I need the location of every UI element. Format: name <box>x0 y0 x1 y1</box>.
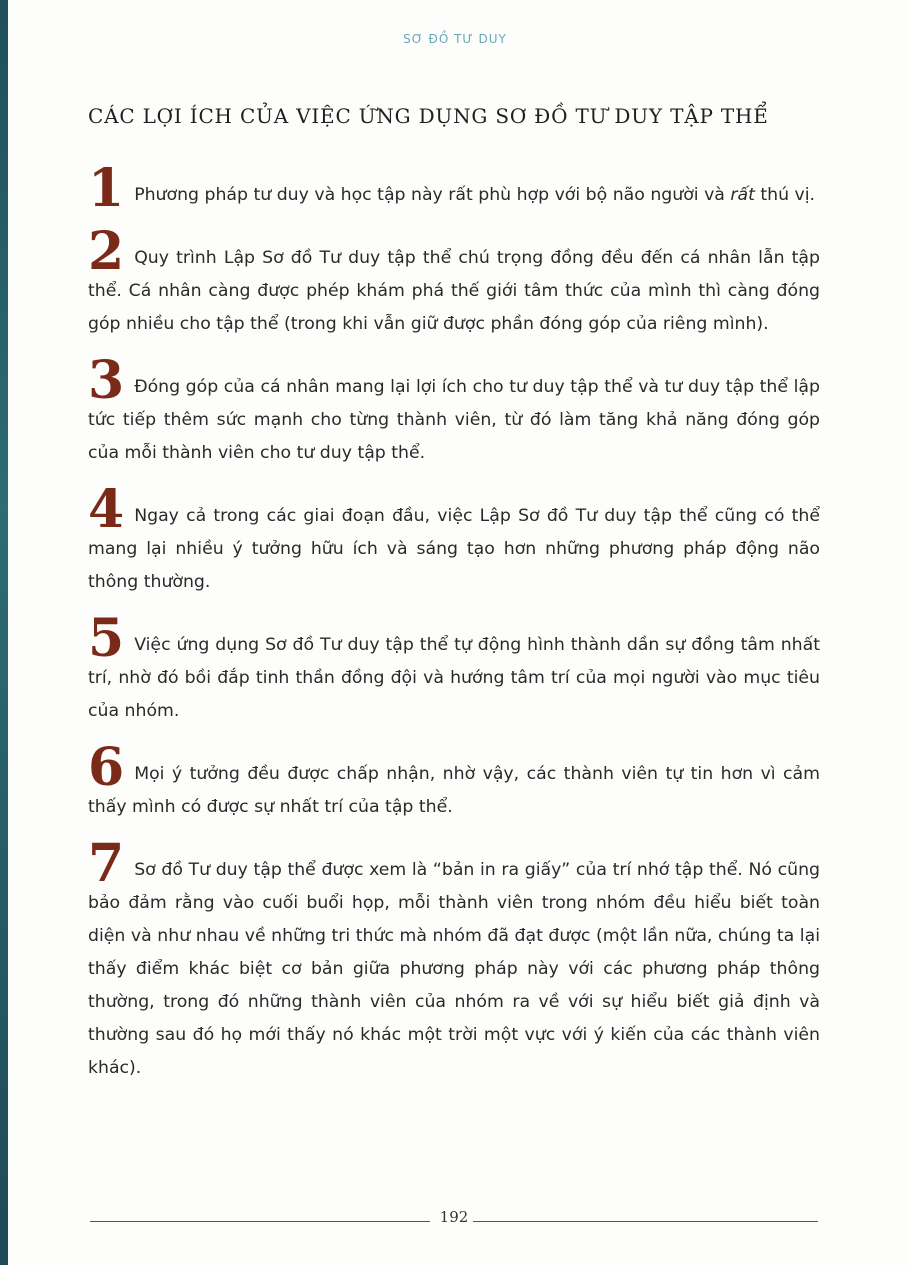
item-text: thú vị. <box>754 185 816 206</box>
benefit-item-2 <box>88 221 820 341</box>
item-number: 4 <box>88 479 125 541</box>
item-number: 1 <box>88 158 125 220</box>
benefit-list <box>88 155 820 1108</box>
benefit-item-5 <box>88 608 820 728</box>
benefit-item-3 <box>88 350 820 470</box>
item-number: 6 <box>88 737 125 799</box>
item-text: Việc ứng dụng Sơ đồ Tư duy tập thể tự động hình thành dần sự đồng tâm nhất trí, nhờ đó bồi đắp tinh thần đồng đội và hướng tâm trí của mọi người vào mục tiêu của nhóm. <box>88 635 820 722</box>
running-head: SƠ ĐỒ TƯ DUY <box>403 32 507 46</box>
item-text: Phương pháp tư duy và học tập này rất phù hợp với bộ não người và <box>134 185 731 206</box>
benefit-item-1 <box>88 158 820 220</box>
item-emphasis: rất <box>730 185 755 206</box>
item-number: 7 <box>88 833 125 895</box>
benefit-item-4 <box>88 479 820 599</box>
item-text: Quy trình Lập Sơ đồ Tư duy tập thể chú trọng đồng đều đến cá nhân lẫn tập thể. Cá nhân càng được phép khám phá thế giới tâm thức của mình thì càng đóng góp nhiều cho tập thể (trong khi vẫn giữ được phần đóng góp của riêng mình). <box>88 248 820 335</box>
section-title: CÁC LỢI ÍCH CỦA VIỆC ỨNG DỤNG SƠ ĐỒ TƯ DUY TẬP THỂ <box>88 104 769 128</box>
item-number: 2 <box>88 221 125 283</box>
item-number: 3 <box>88 350 125 412</box>
benefit-item-7 <box>88 833 820 1085</box>
item-text: Ngay cả trong các giai đoạn đầu, việc Lập Sơ đồ Tư duy tập thể cũng có thể mang lại nhiều ý tưởng hữu ích và sáng tạo hơn những phương pháp động não thông thường. <box>88 506 820 593</box>
page-edge-strip <box>0 0 8 1265</box>
benefit-item-6 <box>88 737 820 824</box>
page-number: 192 <box>439 1208 469 1226</box>
item-text: Mọi ý tưởng đều được chấp nhận, nhờ vậy, các thành viên tự tin hơn vì cảm thấy mình có được sự nhất trí của tập thể. <box>88 764 820 818</box>
footer-rule-right <box>473 1221 818 1222</box>
item-text: Sơ đồ Tư duy tập thể được xem là “bản in ra giấy” của trí nhớ tập thể. Nó cũng bảo đảm rằng vào cuối buổi họp, mỗi thành viên trong nhóm đều hiểu biết toàn diện và như nhau về những tri thức mà nhóm đã đạt được (một lần nữa, chúng ta lại thấy điểm khác biệt cơ bản giữa phương pháp này với các phương pháp thông thường, trong đó những thành viên của nhóm ra về với sự hiểu biết giả định và thường sau đó họ mới thấy nó khác một trời một vực với ý kiến của các thành viên khác). <box>88 860 820 1079</box>
item-text: Đóng góp của cá nhân mang lại lợi ích cho tư duy tập thể và tư duy tập thể lập tức tiếp thêm sức mạnh cho từng thành viên, từ đó làm tăng khả năng đóng góp của mỗi thành viên cho tư duy tập thể. <box>88 377 820 464</box>
item-number: 5 <box>88 608 125 670</box>
page-footer <box>90 1208 818 1228</box>
